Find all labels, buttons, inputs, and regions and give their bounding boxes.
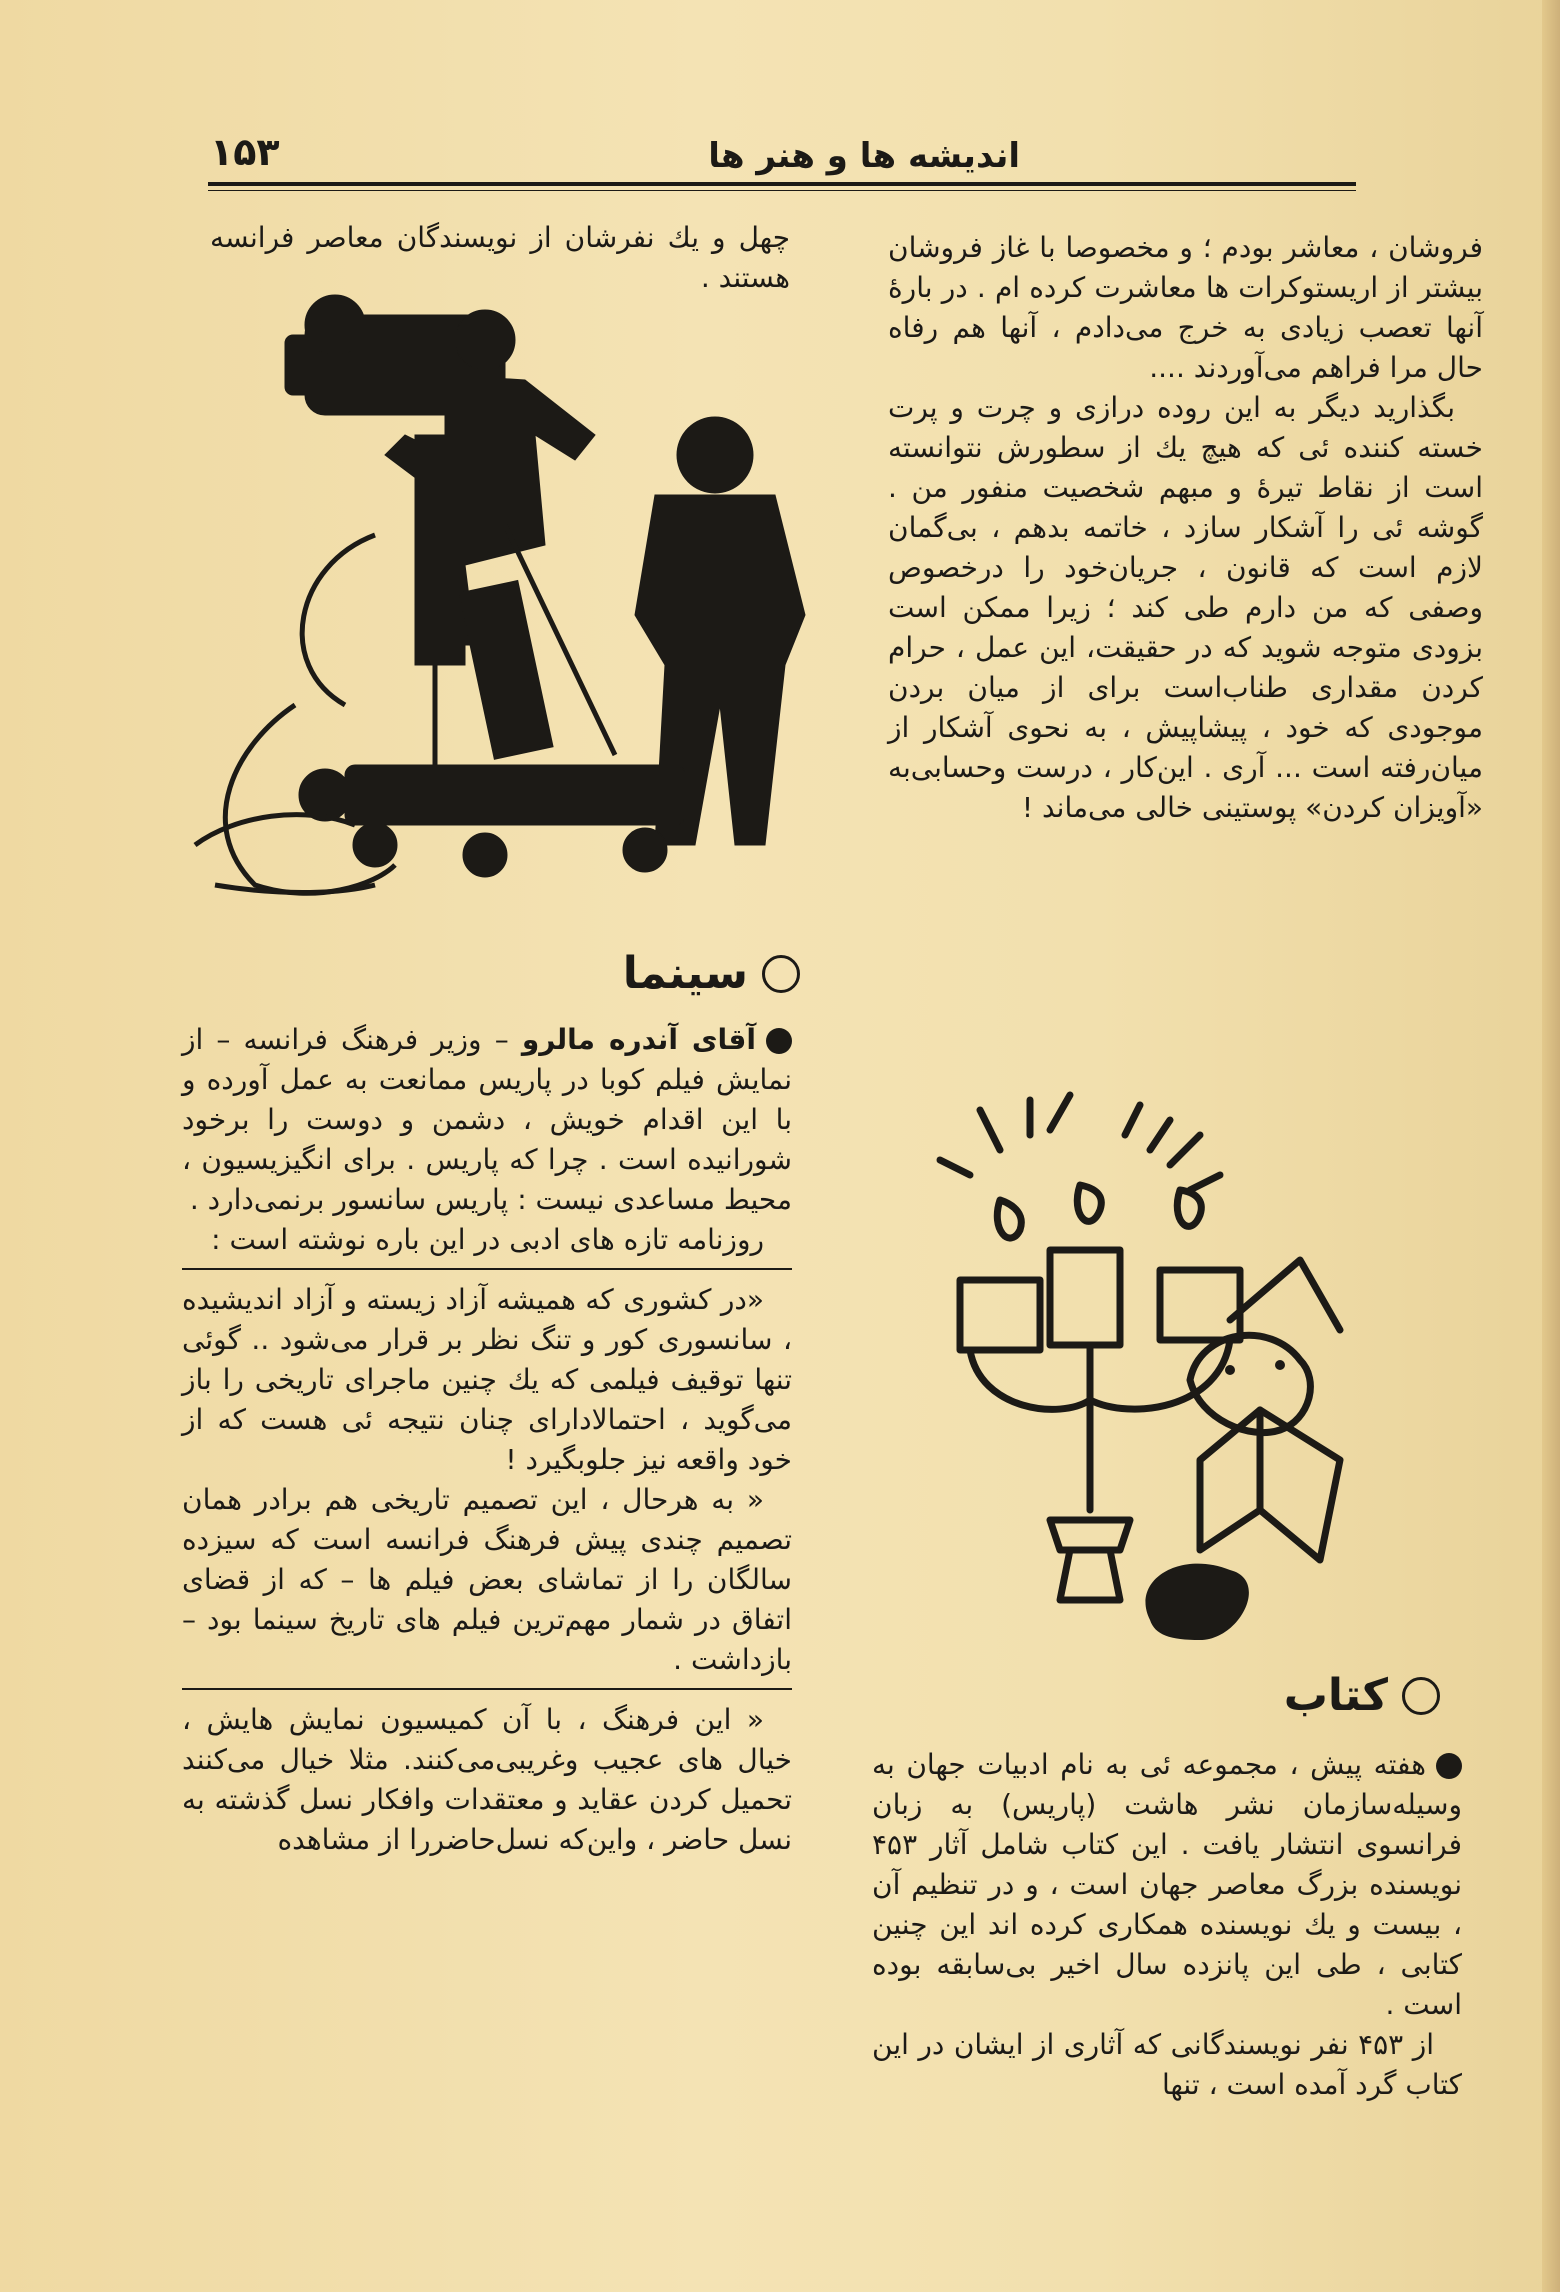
quote-paragraph: « به هرحال ، این تصمیم تاریخی هم برادر همان تصمیم چندی پیش فرهنگ فرانسه است که سیزده سالگان را از تماشای بعض فیلم ها – که از قضای اتفاق در شمار مهم‌ترین فیلم های تاریخ سینما بود – بازداشت .: [182, 1483, 792, 1676]
lead-text: – وزیر فرهنگ فرانسه – از نمایش فیلم کوبا در پاریس ممانعت به عمل آورده و با این اقدام خویش ، دشمن و دوست را برخود شورانیده است . چرا که پاریس . برای انگیزیسیون ، محیط مساعدی نیست : پاریس سانسور برنمی‌دارد .: [182, 1023, 792, 1216]
lead-text: هفته پیش ، مجموعه ئی به نام ادبیات جهان به وسیله‌سازمان نشر هاشت (پاریس) به زبان فرانسوی انتشار یافت . این کتاب شامل آثار ۴۵۳ نویسنده بزرگ معاصر جهان است ، و در تنظیم آن ، بیست و یك نویسنده همکاری کرده اند این چنین کتابی ، طی این پانزده سال اخیر بی‌سابقه بوده است .: [872, 1748, 1462, 2021]
divider: [182, 1268, 792, 1270]
divider: [182, 1688, 792, 1690]
cinema-heading: [560, 948, 800, 999]
bullet-icon: [1436, 1753, 1462, 1779]
paragraph: فروشان ، معاشر بودم ؛ و مخصوصا با غاز فروشان بیشتر از اریستوکرات ها معاشرت کرده ام . در بارهٔ آنها تعصب زیادی به خرج می‌دادم ، آنها هم رفاه حال مرا فراهم می‌آوردند ....: [888, 231, 1483, 384]
circle-icon: [762, 955, 800, 993]
paragraph: چهل و یك نفرشان از نویسندگان معاصر فرانسه هستند .: [210, 221, 790, 294]
quote-paragraph: « این فرهنگ ، با آن کمیسیون نمایش هایش ، خیال های عجیب وغریبی‌می‌کنند. مثلا خیال می‌کنند تحمیل کردن عقاید و معتقدات وافکار نسل گذشته به نسل حاضر ، واین‌که نسل‌حاضررا از مشاهده: [182, 1703, 792, 1856]
paragraph: بگذارید دیگر به این روده درازی و چرت و پرت خسته کننده ئی که هیچ یك از سطورش نتوانسته است از نقاط تیرهٔ و مبهم شخصیت منفور من . گوشه ئی را آشکار سازد ، خاتمه بدهم ، بی‌گمان لازم است که قانون ، جریان‌خود را درخصوص وصفی که من دارم طی کند ؛ زیرا ممکن است بزودی متوجه شوید که در حقیقت، این عمل ، حرام کردن مقداری طناب‌است برای از میان بردن موجودی که خود ، پیشاپیش ، به نحوی آشکار از میان‌رفته است ... آری . این‌کار ، درست وحسابی‌به «آویزان کردن» پوستینی خالی می‌ماند !: [888, 391, 1483, 824]
quote-paragraph: «در کشوری که همیشه آزاد زیسته و آزاد اندیشیده ، سانسوری کور و تنگ نظر بر قرار می‌شود .. گوئی تنها توقیف فیلمی که یك چنین ماجرای تاریخی را باز می‌گوید ، احتمالادارای چنان نتیجه ئی هست که از خود واقعه نیز جلوبگیرد !: [182, 1283, 792, 1476]
running-title: اندیشه ها و هنر ها: [708, 136, 1020, 176]
header-rule: [208, 182, 1356, 186]
book-article: [872, 1745, 1462, 2105]
section-title: سینما: [622, 948, 748, 999]
lead-bold: آقای آندره مالرو: [521, 1023, 756, 1056]
right-column: [888, 228, 1483, 828]
page-number: ۱۵۳: [210, 130, 280, 174]
book-heading: [1240, 1670, 1440, 1721]
paragraph: روزنامه تازه های ادبی در این باره نوشته است :: [211, 1223, 764, 1256]
section-title: کتاب: [1283, 1670, 1388, 1721]
circle-icon: [1402, 1677, 1440, 1715]
page-edge: [1542, 0, 1560, 2292]
paragraph: از ۴۵۳ نفر نویسندگانی که آثاری از ایشان در این کتاب گرد آمده است ، تنها: [872, 2028, 1462, 2101]
bullet-icon: [766, 1028, 792, 1054]
header-rule-thin: [208, 190, 1356, 191]
page-header: [210, 130, 1360, 190]
candelabra-reader-illustration: [900, 1080, 1460, 1640]
cinema-article: [182, 1020, 792, 1860]
film-camera-crew-illustration: [175, 285, 835, 925]
